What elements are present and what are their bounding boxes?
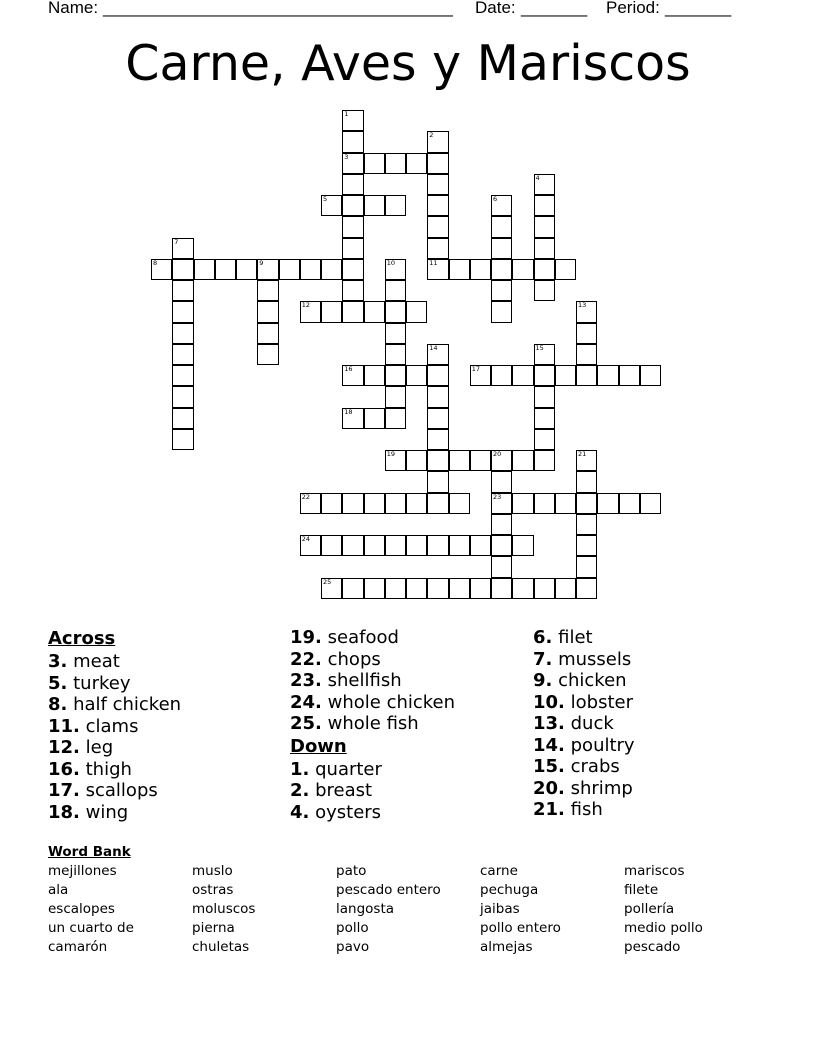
crossword-cell[interactable] <box>534 195 555 216</box>
crossword-cell[interactable] <box>364 365 385 386</box>
crossword-cell[interactable] <box>491 238 512 259</box>
clue-across-3: 3. meat <box>48 651 120 672</box>
crossword-cell[interactable] <box>342 153 363 174</box>
crossword-cell[interactable] <box>172 259 193 280</box>
clue-number: 9 <box>259 258 264 267</box>
crossword-cell[interactable] <box>534 408 555 429</box>
crossword-cell[interactable] <box>619 493 640 514</box>
crossword-cell[interactable] <box>491 514 512 535</box>
crossword-cell[interactable] <box>427 365 448 386</box>
crossword-cell[interactable] <box>427 344 448 365</box>
crossword-cell[interactable] <box>406 578 427 599</box>
clue-number: 22 <box>301 492 311 501</box>
clue-down-7: 7. mussels <box>533 648 632 670</box>
crossword-cell[interactable] <box>470 365 491 386</box>
clue-number: 20 <box>493 450 502 458</box>
clue-down-20: 20. shrimp <box>533 777 633 799</box>
crossword-cell[interactable] <box>534 429 555 450</box>
crossword-cell[interactable] <box>576 450 597 471</box>
crossword-cell[interactable] <box>640 493 661 514</box>
crossword-cell[interactable] <box>427 386 448 407</box>
crossword-cell[interactable] <box>491 195 512 216</box>
clue-down-10: 10. lobster <box>533 691 633 713</box>
crossword-cell[interactable] <box>236 259 257 280</box>
clue-down-14: 14. poultry <box>533 734 635 756</box>
clue-number: 25 <box>323 577 332 586</box>
clue-number: 24 <box>301 535 311 543</box>
crossword-cell[interactable] <box>172 386 193 407</box>
period-line[interactable]: _______ <box>665 0 732 17</box>
clue-down-15: 15. crabs <box>533 756 620 777</box>
word-bank-item: pollería <box>624 901 675 917</box>
crossword-cell[interactable] <box>215 259 236 280</box>
clue-number: 19 <box>386 450 396 458</box>
clue-number: 16 <box>344 365 353 373</box>
crossword-cell[interactable] <box>385 195 406 216</box>
clue-number: 2 <box>429 131 434 140</box>
crossword-cell[interactable] <box>576 301 597 322</box>
crossword-cell[interactable] <box>321 493 342 514</box>
crossword-cell[interactable] <box>427 259 448 280</box>
crossword-cell[interactable] <box>512 578 533 599</box>
clue-number: 15 <box>535 343 544 352</box>
crossword-cell[interactable] <box>619 365 640 386</box>
crossword-cell[interactable] <box>470 450 491 471</box>
clue-across-8: 8. half chicken <box>48 694 182 715</box>
clue-across-17: 17. scallops <box>48 780 158 801</box>
crossword-cell[interactable] <box>321 535 342 556</box>
crossword-cell[interactable] <box>597 493 618 514</box>
crossword-cell[interactable] <box>640 365 661 386</box>
crossword-cell[interactable] <box>406 535 427 556</box>
clue-across-18: 18. wing <box>48 801 129 823</box>
crossword-cell[interactable] <box>300 493 321 514</box>
clue-across-23: 23. shellfish <box>290 670 402 691</box>
crossword-cell[interactable] <box>555 578 576 599</box>
word-bank-item: pechuga <box>480 882 539 898</box>
crossword-cell[interactable] <box>194 259 215 280</box>
crossword-cell[interactable] <box>385 280 406 301</box>
page-title: Carne, Aves y Mariscos <box>125 35 691 92</box>
crossword-cell[interactable] <box>576 556 597 577</box>
crossword-cell[interactable] <box>576 471 597 492</box>
crossword-cell[interactable] <box>385 153 406 174</box>
date-line[interactable]: _______ <box>521 0 588 17</box>
crossword-cell[interactable] <box>534 344 555 365</box>
crossword-cell[interactable] <box>406 365 427 386</box>
clue-number: 12 <box>301 301 311 310</box>
clue-down-13: 13. duck <box>533 713 614 734</box>
clue-number: 7 <box>174 237 179 246</box>
crossword-cell[interactable] <box>534 216 555 237</box>
clue-number: 5 <box>323 195 328 203</box>
crossword-cell[interactable] <box>406 450 427 471</box>
crossword-cell[interactable] <box>342 578 363 599</box>
word-bank-item: muslo <box>192 863 233 879</box>
word-bank-item: pavo <box>336 939 370 955</box>
period-label: Period: <box>606 0 660 17</box>
crossword-cell[interactable] <box>385 386 406 407</box>
word-bank-item: un cuarto de <box>48 920 134 936</box>
crossword-cell[interactable] <box>342 280 363 301</box>
crossword-cell[interactable] <box>172 344 193 365</box>
crossword-cell[interactable] <box>172 429 193 450</box>
crossword-cell[interactable] <box>406 153 427 174</box>
clue-across-11: 11. clams <box>48 715 139 737</box>
crossword-cell[interactable] <box>342 493 363 514</box>
crossword-cell[interactable] <box>491 216 512 237</box>
crossword-cell[interactable] <box>491 493 512 514</box>
crossword-cell[interactable] <box>555 493 576 514</box>
clue-number: 10 <box>386 258 396 267</box>
crossword-cell[interactable] <box>427 195 448 216</box>
crossword-cell[interactable] <box>576 578 597 599</box>
down-heading: Down <box>290 735 347 757</box>
crossword-cell[interactable] <box>321 259 342 280</box>
crossword-cell[interactable] <box>427 174 448 195</box>
crossword-cell[interactable] <box>427 131 448 152</box>
crossword-cell[interactable] <box>257 259 278 280</box>
clue-across-24: 24. whole chicken <box>290 691 456 713</box>
crossword-cell[interactable] <box>364 153 385 174</box>
crossword-cell[interactable] <box>512 493 533 514</box>
crossword-cell[interactable] <box>534 450 555 471</box>
word-bank-item: almejas <box>480 939 533 955</box>
crossword-cell[interactable] <box>597 365 618 386</box>
clue-number: 3 <box>344 152 349 161</box>
crossword-cell[interactable] <box>512 365 533 386</box>
crossword-cell[interactable] <box>427 153 448 174</box>
crossword-cell[interactable] <box>321 301 342 322</box>
crossword-cell[interactable] <box>300 301 321 322</box>
crossword-cell[interactable] <box>427 408 448 429</box>
crossword-cell[interactable] <box>534 578 555 599</box>
crossword-cell[interactable] <box>385 259 406 280</box>
crossword-cell[interactable] <box>491 259 512 280</box>
word-bank-item: medio pollo <box>624 920 703 936</box>
crossword-cell[interactable] <box>257 323 278 344</box>
crossword-cell[interactable] <box>576 344 597 365</box>
clue-number: 14 <box>429 343 438 352</box>
crossword-cell[interactable] <box>300 535 321 556</box>
crossword-cell[interactable] <box>385 301 406 322</box>
crossword-cell[interactable] <box>321 578 342 599</box>
clues-column-1 <box>48 627 288 823</box>
clue-across-16: 16. thigh <box>48 758 132 780</box>
clue-down-6: 6. filet <box>533 627 593 648</box>
crossword-cell[interactable] <box>512 535 533 556</box>
crossword-cell[interactable] <box>576 535 597 556</box>
word-bank-item: pato <box>336 863 367 879</box>
word-bank-item: camarón <box>48 939 108 955</box>
crossword-cell[interactable] <box>470 535 491 556</box>
word-bank-item: mejillones <box>48 863 117 879</box>
crossword-cell[interactable] <box>364 493 385 514</box>
crossword-cell[interactable] <box>512 450 533 471</box>
name-line[interactable]: _____________________________________ <box>103 0 453 17</box>
crossword-cell[interactable] <box>342 131 363 152</box>
clue-number: 4 <box>535 173 540 182</box>
crossword-cell[interactable] <box>364 408 385 429</box>
clue-across-25: 25. whole fish <box>290 713 419 734</box>
crossword-cell[interactable] <box>342 238 363 259</box>
word-bank-item: escalopes <box>48 901 115 917</box>
word-bank-item: carne <box>480 863 518 879</box>
crossword-cell[interactable] <box>555 365 576 386</box>
word-bank-item: pollo entero <box>480 920 561 936</box>
crossword-cell[interactable] <box>427 450 448 471</box>
crossword-cell[interactable] <box>257 280 278 301</box>
crossword-cell[interactable] <box>257 344 278 365</box>
crossword-cell[interactable] <box>406 301 427 322</box>
clue-across-22: 22. chops <box>290 648 381 670</box>
clue-number: 23 <box>493 492 502 501</box>
crossword-cell[interactable] <box>427 238 448 259</box>
word-bank-item: pollo <box>336 920 369 936</box>
clue-number: 13 <box>578 301 587 310</box>
word-bank-item: mariscos <box>624 863 685 879</box>
clues-column-3 <box>533 627 773 821</box>
crossword-cell[interactable] <box>491 535 512 556</box>
crossword-cell[interactable] <box>172 238 193 259</box>
crossword-cell[interactable] <box>449 259 470 280</box>
crossword-cell[interactable] <box>406 493 427 514</box>
word-bank-item: filete <box>624 882 659 898</box>
crossword-cell[interactable] <box>449 535 470 556</box>
clue-across-19: 19. seafood <box>290 627 399 648</box>
crossword-cell[interactable] <box>279 259 300 280</box>
crossword-cell[interactable] <box>555 259 576 280</box>
crossword-cell[interactable] <box>342 365 363 386</box>
clue-number: 21 <box>578 450 587 458</box>
crossword-cell[interactable] <box>427 493 448 514</box>
crossword-cell[interactable] <box>364 578 385 599</box>
crossword-cell[interactable] <box>534 174 555 195</box>
crossword-cell[interactable] <box>576 493 597 514</box>
word-bank-item: ala <box>48 882 69 898</box>
crossword-cell[interactable] <box>534 280 555 301</box>
crossword-cell[interactable] <box>385 365 406 386</box>
clue-down-1: 1. quarter <box>290 758 382 780</box>
crossword-cell[interactable] <box>427 216 448 237</box>
crossword-cell[interactable] <box>151 259 172 280</box>
crossword-cell[interactable] <box>491 450 512 471</box>
word-bank-item: moluscos <box>192 901 256 917</box>
crossword-cell[interactable] <box>342 174 363 195</box>
crossword-cell[interactable] <box>342 535 363 556</box>
word-bank-item: chuletas <box>192 939 250 955</box>
crossword-cell[interactable] <box>342 110 363 131</box>
crossword-cell[interactable] <box>491 280 512 301</box>
crossword-cell[interactable] <box>534 365 555 386</box>
crossword-cell[interactable] <box>470 259 491 280</box>
crossword-cell[interactable] <box>172 301 193 322</box>
word-bank-title: Word Bank <box>48 844 131 860</box>
crossword-cell[interactable] <box>364 301 385 322</box>
name-label: Name: <box>48 0 99 17</box>
crossword-cell[interactable] <box>491 471 512 492</box>
crossword-cell[interactable] <box>491 578 512 599</box>
word-bank-item: pierna <box>192 920 235 936</box>
crossword-cell[interactable] <box>385 493 406 514</box>
crossword-cell[interactable] <box>449 493 470 514</box>
crossword-cell[interactable] <box>385 578 406 599</box>
crossword-cell[interactable] <box>342 216 363 237</box>
crossword-cell[interactable] <box>172 323 193 344</box>
clue-number: 11 <box>429 258 438 267</box>
crossword-cell[interactable] <box>364 535 385 556</box>
clue-down-4: 4. oysters <box>290 801 382 823</box>
clue-number: 1 <box>344 110 349 118</box>
crossword-cell[interactable] <box>385 535 406 556</box>
clue-number: 17 <box>471 365 481 373</box>
date-label: Date: <box>475 0 516 17</box>
clue-number: 6 <box>493 195 498 203</box>
crossword-cell[interactable] <box>427 429 448 450</box>
crossword-cell[interactable] <box>576 514 597 535</box>
crossword-cell[interactable] <box>534 259 555 280</box>
clues-column-2 <box>290 627 530 823</box>
crossword-cell[interactable] <box>342 195 363 216</box>
crossword-cell[interactable] <box>385 450 406 471</box>
crossword-cell[interactable] <box>576 323 597 344</box>
clue-across-5: 5. turkey <box>48 672 131 694</box>
across-heading: Across <box>48 628 116 649</box>
crossword-cell[interactable] <box>342 408 363 429</box>
crossword-cell[interactable] <box>385 323 406 344</box>
crossword-cell[interactable] <box>576 365 597 386</box>
crossword-cell[interactable] <box>300 259 321 280</box>
clue-down-9: 9. chicken <box>533 670 627 691</box>
crossword-cell[interactable] <box>342 301 363 322</box>
crossword-cell[interactable] <box>491 301 512 322</box>
crossword-cell[interactable] <box>534 493 555 514</box>
crossword-cell[interactable] <box>512 259 533 280</box>
crossword-cell[interactable] <box>449 450 470 471</box>
crossword-cell[interactable] <box>427 471 448 492</box>
crossword-cell[interactable] <box>385 344 406 365</box>
crossword-cell[interactable] <box>470 578 491 599</box>
crossword-cell[interactable] <box>172 365 193 386</box>
clue-number: 18 <box>344 407 353 416</box>
word-bank-item: pescado entero <box>336 882 441 898</box>
word-bank-item: pescado <box>624 939 681 955</box>
clue-number: 8 <box>153 258 158 267</box>
crossword-cell[interactable] <box>427 535 448 556</box>
word-bank-item: ostras <box>192 882 234 898</box>
clue-down-21: 21. fish <box>533 799 603 820</box>
crossword-cell[interactable] <box>534 386 555 407</box>
clue-down-2: 2. breast <box>290 780 373 801</box>
crossword-cell[interactable] <box>385 408 406 429</box>
crossword-cell[interactable] <box>534 238 555 259</box>
crossword-cell[interactable] <box>364 195 385 216</box>
word-bank-item: langosta <box>336 901 395 917</box>
crossword-cell[interactable] <box>342 259 363 280</box>
crossword-cell[interactable] <box>491 556 512 577</box>
crossword-cell[interactable] <box>321 195 342 216</box>
crossword-cell[interactable] <box>172 280 193 301</box>
word-bank-item: jaibas <box>480 901 520 917</box>
clue-across-12: 12. leg <box>48 737 114 758</box>
crossword-cell[interactable] <box>257 301 278 322</box>
crossword-cell[interactable] <box>449 578 470 599</box>
crossword-cell[interactable] <box>491 365 512 386</box>
crossword-cell[interactable] <box>427 578 448 599</box>
crossword-cell[interactable] <box>172 408 193 429</box>
